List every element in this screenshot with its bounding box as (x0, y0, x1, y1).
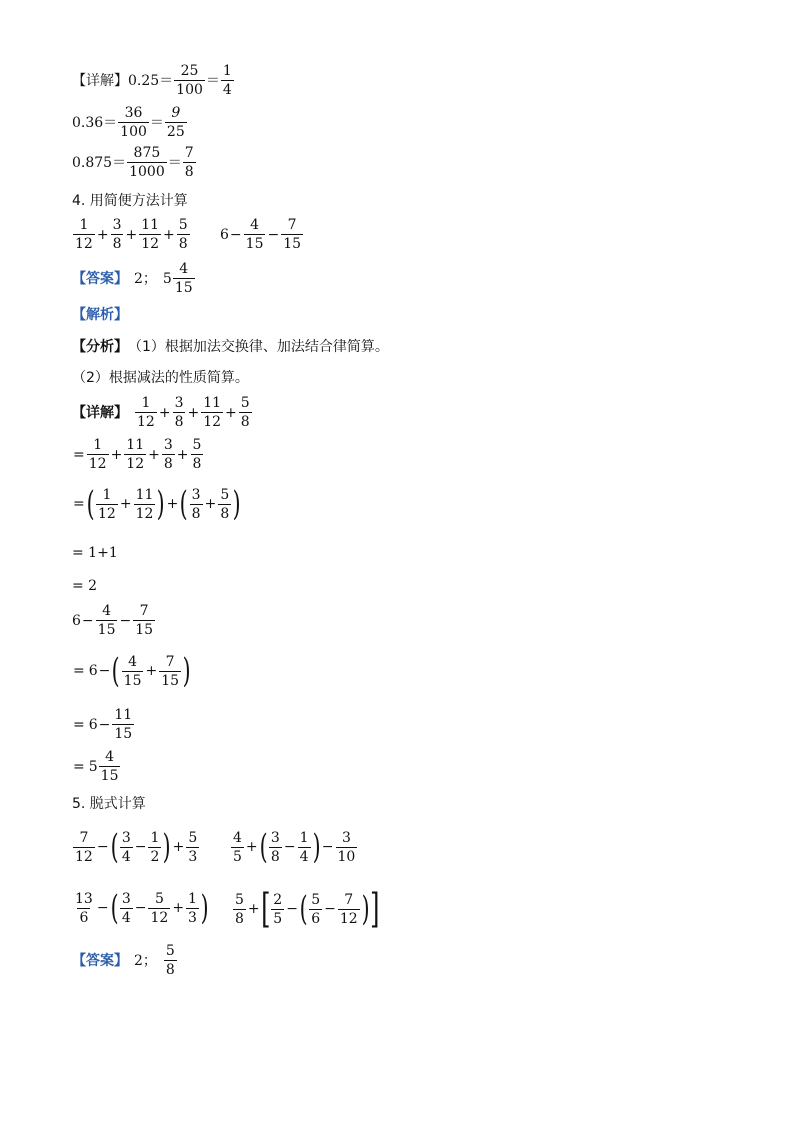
denominator: 15 (283, 236, 302, 252)
operator: + (247, 901, 260, 917)
fraction (127, 146, 167, 179)
operator: = (73, 758, 85, 775)
numerator: 5 (220, 486, 230, 503)
denominator: 15 (100, 768, 119, 784)
numerator: 4 (128, 653, 138, 670)
question-5-problem-c (72, 888, 209, 928)
question-4-answer (72, 262, 196, 295)
numerator: 4 (233, 829, 242, 846)
fraction (221, 64, 234, 97)
fraction (218, 488, 231, 521)
operator: + (245, 839, 258, 855)
answer-whole: 5 (162, 270, 172, 287)
fraction (177, 218, 190, 251)
numerator: 5 (192, 437, 202, 453)
whole-number: 6 (88, 663, 98, 679)
decimal-text: 0.36＝ (72, 114, 118, 131)
fraction (139, 218, 161, 251)
fraction (174, 64, 205, 97)
equals: ＝ (149, 114, 164, 131)
analysis-head: 【分析】 (72, 339, 128, 355)
denominator: 3 (188, 909, 197, 926)
numerator: 7 (184, 145, 194, 161)
numerator: 11 (114, 707, 133, 723)
numerator: 11 (141, 217, 160, 233)
denominator: 8 (184, 164, 194, 180)
operator: + (172, 900, 185, 916)
operator: + (119, 496, 132, 512)
answer-value: 2； (134, 270, 157, 287)
operator: − (134, 900, 147, 916)
bracket: ] (370, 886, 380, 932)
detail-label: 【详解】 (72, 72, 128, 89)
denominator: 12 (150, 909, 169, 926)
operator: − (283, 839, 296, 855)
numerator: 5 (311, 891, 321, 908)
denominator: 8 (220, 505, 230, 522)
denominator: 8 (165, 962, 175, 978)
fraction (111, 218, 124, 251)
analysis-line-2: （2）根据减法的性质简算。 (72, 370, 249, 386)
fraction (183, 146, 196, 179)
fraction (73, 831, 95, 864)
denominator: 12 (98, 505, 116, 522)
question-5-problem-b (230, 827, 358, 867)
numerator: 7 (165, 653, 175, 670)
denominator: 12 (137, 414, 155, 430)
whole-number: 6 (220, 226, 229, 243)
denominator: 8 (240, 414, 250, 430)
fraction (164, 944, 177, 977)
numerator: 4 (105, 749, 115, 765)
fraction (96, 488, 118, 521)
equals: ＝ (205, 72, 220, 89)
numerator: 4 (102, 603, 112, 619)
question-5-title: 5. 脱式计算 (72, 796, 146, 812)
denominator: 15 (161, 672, 180, 689)
answer-label: 【答案】 (72, 952, 128, 969)
equals: ＝ (167, 154, 182, 171)
fraction (281, 218, 303, 251)
fraction (298, 831, 311, 864)
detail-step-9 (72, 750, 121, 783)
denominator: 4 (121, 848, 131, 865)
operator: − (229, 226, 242, 243)
analysis-line-1 (72, 340, 389, 354)
numerator: 1 (79, 217, 89, 233)
decimal-text: 0.875＝ (72, 154, 127, 171)
operator: − (321, 839, 334, 855)
numerator: 7 (287, 217, 297, 233)
operator: + (166, 496, 179, 512)
operator: = (73, 716, 85, 733)
denominator: 12 (126, 456, 145, 472)
bracket: ( (112, 651, 121, 691)
detail-step-1 (72, 396, 253, 429)
fraction (135, 396, 157, 429)
operator: − (81, 612, 94, 629)
denominator: 4 (299, 848, 309, 865)
numerator: 1 (299, 829, 309, 846)
operator: = (73, 446, 85, 463)
denominator: 15 (114, 726, 133, 742)
bracket: ) (157, 484, 166, 524)
detail-line-0875 (72, 146, 197, 179)
operator: + (148, 446, 160, 463)
numerator: 3 (112, 217, 122, 233)
numerator: 5 (240, 395, 250, 411)
numerator: 1 (222, 63, 232, 79)
bracket: ) (361, 889, 370, 929)
operator: + (125, 226, 138, 243)
operator: − (96, 839, 109, 855)
fraction (124, 438, 146, 471)
denominator: 4 (121, 909, 131, 926)
numerator: 1 (188, 890, 197, 907)
numerator: 3 (121, 829, 131, 846)
numerator: 25 (180, 63, 199, 79)
answer-value: 2； (134, 952, 157, 969)
operator: + (172, 839, 185, 855)
detail-step-3 (72, 484, 242, 524)
numerator: 13 (75, 890, 93, 907)
numerator: 1 (102, 486, 112, 503)
numerator: 5 (188, 829, 198, 846)
operator: + (204, 496, 217, 512)
bracket: ) (312, 827, 321, 867)
question-4-title: 4. 用简便方法计算 (72, 193, 188, 209)
operator: = (73, 496, 85, 512)
numerator: 11 (126, 437, 145, 453)
fraction (336, 831, 358, 864)
fraction (87, 438, 109, 471)
fraction (186, 892, 199, 925)
question-5-answer (72, 944, 178, 977)
operator: + (145, 663, 158, 679)
fraction (73, 218, 95, 251)
operator: − (98, 716, 111, 733)
numerator: 1 (93, 437, 103, 453)
detail-step-8 (72, 708, 135, 741)
numerator: 5 (165, 943, 175, 959)
bracket: ) (200, 888, 209, 928)
fraction (173, 396, 186, 429)
operator: + (176, 446, 189, 463)
fraction (159, 655, 181, 688)
denominator: 5 (273, 910, 283, 927)
denominator: 4 (222, 82, 232, 98)
detail-line-025 (72, 64, 235, 97)
denominator: 15 (123, 672, 142, 689)
denominator: 12 (339, 910, 358, 927)
fraction (191, 438, 204, 471)
bracket: ( (299, 889, 308, 929)
question-4-problem-1 (72, 218, 191, 251)
detail-step-4: = 1+1 (72, 545, 118, 561)
operator: + (187, 404, 200, 421)
bracket: ) (232, 484, 241, 524)
operator: + (96, 226, 109, 243)
denominator: 8 (174, 414, 184, 430)
denominator: 12 (88, 456, 107, 472)
operator: + (158, 404, 171, 421)
question-4-problem-2 (220, 218, 304, 251)
denominator: 12 (75, 848, 93, 865)
fraction (239, 396, 252, 429)
operator: + (163, 226, 175, 243)
operator: = (73, 663, 85, 679)
denominator: 12 (203, 414, 222, 430)
numerator: 3 (341, 829, 351, 846)
numerator: 2 (273, 891, 283, 908)
fraction (233, 893, 246, 926)
denominator: 8 (178, 236, 188, 252)
bracket: ( (180, 484, 189, 524)
detail-label: 【详解】 (72, 404, 128, 421)
numerator: 1 (141, 395, 151, 411)
numerator: 7 (344, 891, 354, 908)
denominator: 15 (97, 622, 116, 638)
denominator: 10 (337, 848, 356, 865)
bracket: ( (259, 827, 268, 867)
bracket: ) (163, 827, 172, 867)
denominator: 15 (135, 622, 154, 638)
fraction (309, 893, 322, 926)
denominator: 100 (176, 82, 203, 98)
bracket: ( (110, 888, 119, 928)
denominator: 8 (192, 456, 202, 472)
numerator: 5 (235, 891, 244, 908)
numerator: 3 (174, 395, 184, 411)
fraction (173, 262, 195, 295)
operator: − (96, 900, 109, 916)
operator: − (267, 226, 280, 243)
operator: − (119, 612, 132, 629)
denominator: 2 (150, 848, 160, 865)
whole-number: 6 (88, 716, 98, 733)
numerator: 36 (124, 105, 143, 121)
bracket: ) (182, 651, 191, 691)
question-5-problem-a (72, 827, 200, 867)
numerator: 875 (133, 145, 161, 161)
denominator: 8 (270, 848, 280, 865)
decimal-text: 0.25＝ (128, 72, 174, 89)
answer-label: 【答案】 (72, 270, 128, 287)
analysis-text: （1）根据加法交换律、加法结合律简算。 (128, 339, 389, 355)
numerator: 3 (121, 890, 131, 907)
question-5-problem-d (232, 886, 380, 932)
numerator: 1 (150, 829, 160, 846)
operator: − (98, 663, 111, 679)
numerator: 3 (163, 437, 173, 453)
whole-number: 5 (88, 758, 98, 775)
numerator: 11 (135, 486, 154, 503)
fraction (122, 655, 144, 688)
detail-step-6 (72, 604, 156, 637)
fraction (162, 438, 175, 471)
fraction (269, 831, 282, 864)
numerator: 5 (178, 217, 188, 233)
denominator: 6 (79, 909, 89, 926)
analysis-label: 【解析】 (72, 307, 128, 323)
denominator: 3 (188, 848, 198, 865)
bracket: ( (86, 484, 95, 524)
denominator: 25 (166, 124, 185, 140)
denominator: 15 (245, 236, 264, 252)
fraction (190, 488, 203, 521)
operator: − (286, 901, 298, 917)
denominator: 8 (235, 910, 244, 927)
fraction (73, 892, 95, 925)
detail-step-5: = 2 (72, 578, 98, 594)
fraction (338, 893, 360, 926)
denominator: 100 (120, 124, 147, 140)
fraction (118, 106, 149, 139)
operator: + (225, 404, 237, 421)
numerator: 3 (191, 486, 201, 503)
denominator: 8 (163, 456, 173, 472)
detail-step-2 (72, 438, 204, 471)
fraction (148, 831, 161, 864)
operator: − (324, 901, 336, 917)
denominator: 5 (233, 848, 242, 865)
fraction (186, 831, 199, 864)
numerator: 3 (270, 829, 280, 846)
fraction (244, 218, 266, 251)
numerator: 9 (171, 105, 181, 121)
whole-number: 6 (72, 612, 81, 629)
denominator: 8 (112, 236, 122, 252)
denominator: 12 (141, 236, 160, 252)
fraction (112, 708, 134, 741)
fraction (231, 831, 244, 864)
numerator: 7 (139, 603, 149, 619)
bracket: [ (260, 886, 271, 932)
fraction (99, 750, 121, 783)
fraction (165, 106, 187, 139)
operator: + (110, 446, 123, 463)
denominator: 15 (174, 280, 193, 296)
numerator: 5 (154, 890, 164, 907)
fraction (133, 604, 155, 637)
bracket: ( (110, 827, 119, 867)
fraction (148, 892, 170, 925)
numerator: 4 (250, 217, 260, 233)
denominator: 8 (191, 505, 201, 522)
fraction (120, 892, 133, 925)
denominator: 12 (135, 505, 154, 522)
fraction (201, 396, 223, 429)
denominator: 12 (75, 236, 93, 252)
denominator: 6 (311, 910, 321, 927)
numerator: 7 (79, 829, 89, 846)
fraction (120, 831, 133, 864)
operator: − (134, 839, 147, 855)
numerator: 4 (179, 261, 189, 277)
numerator: 11 (203, 395, 222, 411)
fraction (96, 604, 118, 637)
detail-line-036 (72, 106, 188, 139)
fraction (134, 488, 156, 521)
denominator: 1000 (129, 164, 165, 180)
detail-step-7 (72, 651, 191, 691)
fraction (271, 893, 284, 926)
